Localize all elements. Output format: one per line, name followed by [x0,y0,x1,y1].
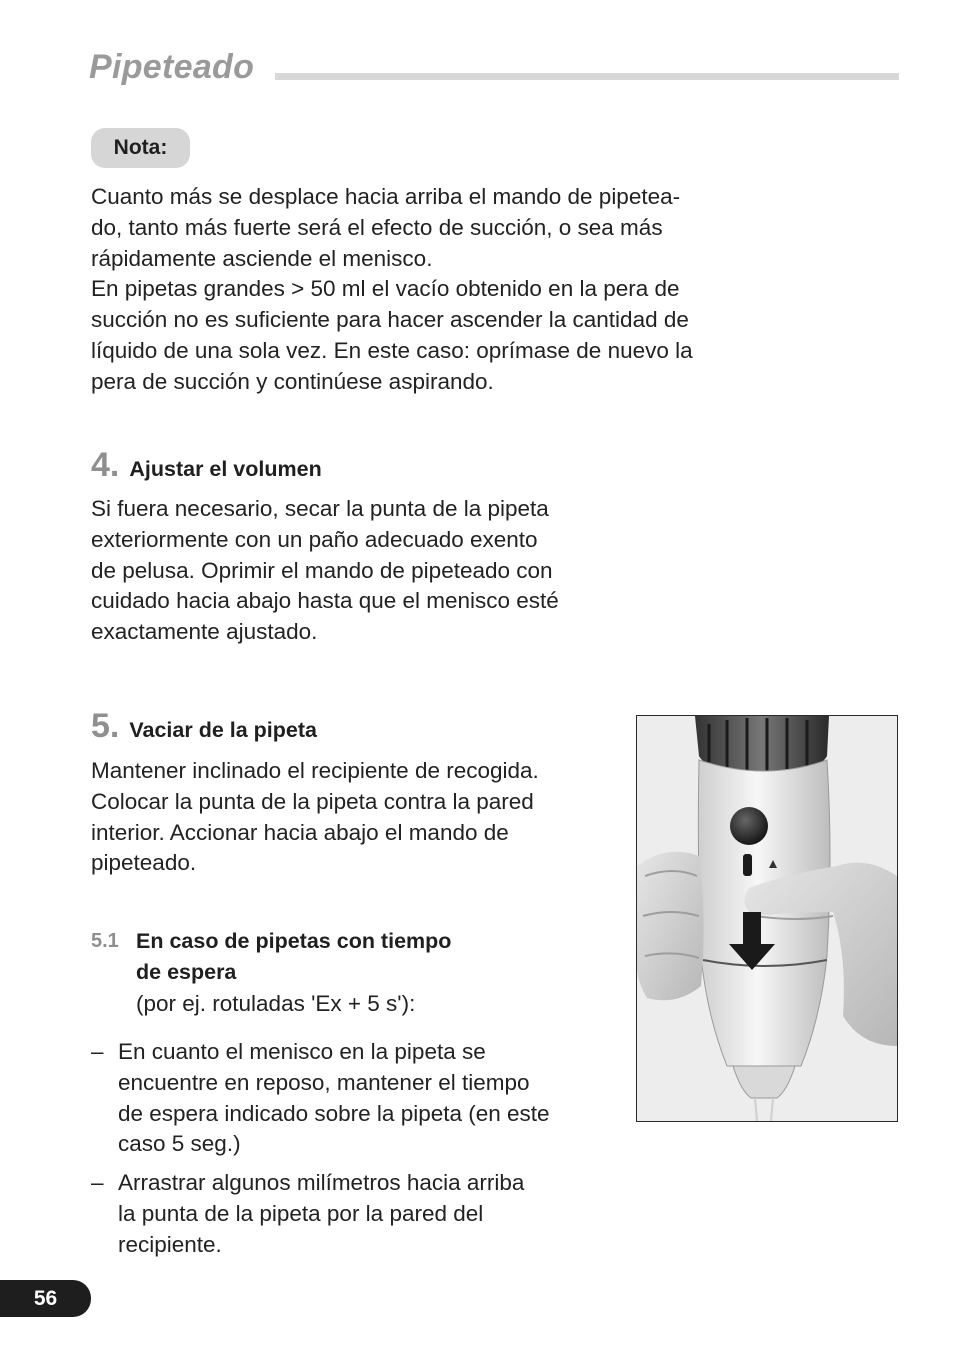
section-title: Vaciar de la pipeta [129,718,317,742]
note-line: Cuanto más se desplace hacia arriba el mando de pipetea- [91,184,681,209]
subsection-number: 5.1 [91,930,119,952]
list-item-line: Arrastrar algunos milímetros hacia arriba [118,1170,525,1195]
list-item-line: de espera indicado sobre la pipeta (en este [118,1100,550,1126]
list-item-line: encuentre en reposo, mantener el tiempo [118,1069,530,1095]
pipette-controller-photo [636,715,898,1122]
list-item [91,1037,611,1160]
note-line: En pipetas grandes > 50 ml el vacío obtenido en la pera de [91,276,680,302]
list-item-text [118,1037,611,1160]
paragraph-line: de pelusa. Oprimir el mando de pipeteado con [91,557,553,583]
section-4-paragraph [91,494,559,648]
title-rule [275,73,899,80]
paragraph-line: Mantener inclinado el recipiente de recogida. [91,758,539,783]
list-item-line: recipiente. [118,1231,222,1257]
subsection-note: (por ej. rotuladas 'Ex + 5 s'): [136,991,416,1016]
dash-bullet: – [91,1170,104,1195]
paragraph-line: Colocar la punta de la pipeta contra la pared [91,788,534,814]
note-line: succión no es suficiente para hacer ascender la cantidad de [91,307,689,333]
dash-bullet: – [91,1039,104,1064]
paragraph-line: cuidado hacia abajo hasta que el menisco esté [91,588,559,614]
paragraph-line: Si fuera necesario, secar la punta de la pipeta [91,496,549,521]
slot-shape [743,854,752,876]
section-title: Ajustar el volumen [129,457,322,481]
knob-shape [730,807,768,845]
subsection-title [136,926,536,988]
list-item [91,1168,611,1260]
paragraph-line: interior. Accionar hacia abajo el mando de [91,819,509,845]
paragraph-line: exactamente ajustado. [91,619,318,645]
section-number: 4. [91,446,120,484]
note-badge: Nota: [91,128,190,168]
section-5-heading [91,707,317,746]
paragraph-line: pipeteado. [91,850,197,876]
list-item-line: En cuanto el menisco en la pipeta se [118,1039,486,1064]
subsection-title-line: En caso de pipetas con tiempo [136,929,452,953]
note-line: rápidamente asciende el menisco. [91,245,433,271]
page-title: Pipeteado [89,48,255,86]
list-item-line: la punta de la pipeta por la pared del [118,1200,484,1226]
section-4-heading [91,446,322,485]
note-line: pera de succión y continúese aspirando. [91,368,494,394]
section-number: 5. [91,707,120,745]
paragraph-line: exteriormente con un paño adecuado exento [91,526,538,552]
note-paragraph [91,182,693,398]
note-line: do, tanto más fuerte será el efecto de succión, o sea más [91,214,663,240]
list-item-text [118,1168,611,1260]
note-line: líquido de una sola vez. En este caso: oprímase de nuevo la [91,337,693,363]
pipette-illustration [637,716,897,1121]
subsection-title-line: de espera [136,960,237,984]
list-item-line: caso 5 seg.) [118,1131,241,1157]
section-5-paragraph [91,756,539,879]
page-number: 56 [0,1280,91,1317]
